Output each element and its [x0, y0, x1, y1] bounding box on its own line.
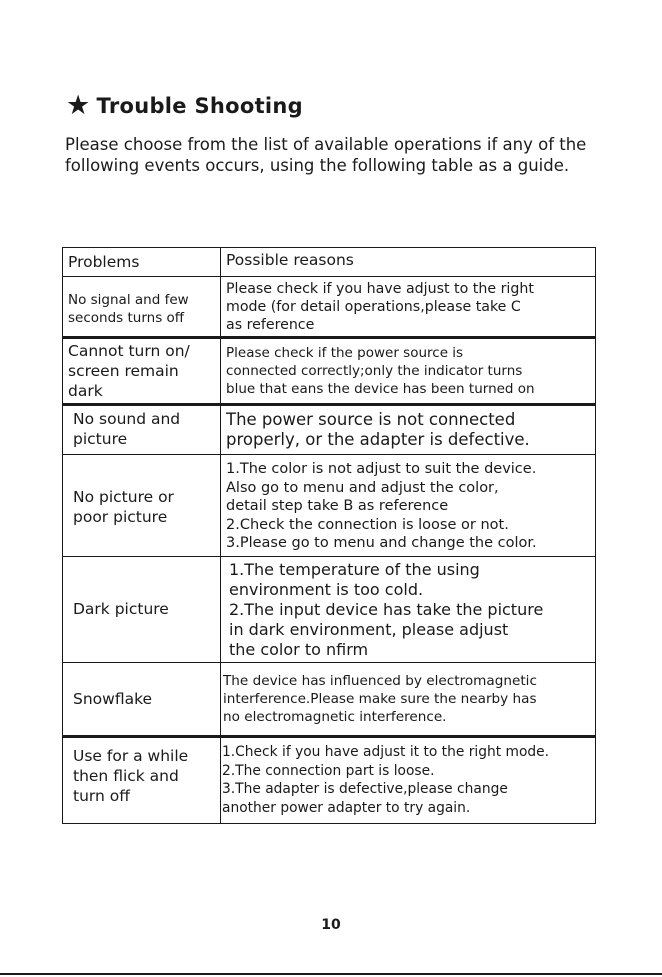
- problem-cell: No picture or poor picture: [73, 488, 174, 526]
- header-problems: Problems: [68, 253, 140, 271]
- reason-cell: 1.The temperature of the using environment is too cold. 2.The input device has take the picture in dark environment, please adjust the color to nfirm: [229, 560, 544, 659]
- table-row: [63, 663, 596, 737]
- bottom-divider: [0, 973, 662, 975]
- problem-cell: Snowflake: [73, 690, 153, 708]
- table-row: [63, 737, 596, 824]
- page-number: 10: [321, 917, 341, 933]
- reason-cell: The power source is not connected properly, or the adapter is defective.: [226, 410, 530, 449]
- problem-cell: Dark picture: [73, 600, 169, 618]
- intro-paragraph: Please choose from the list of available operations if any of the following events occurs, using the following table as a guide.: [65, 135, 587, 175]
- star-icon: ★: [66, 90, 91, 121]
- problem-cell: Cannot turn on/ screen remain dark: [68, 342, 190, 400]
- problem-cell: No signal and few seconds turns off: [68, 292, 189, 326]
- table-row: [63, 338, 596, 405]
- reason-cell: 1.The color is not adjust to suit the device. Also go to menu and adjust the color, detail step take B as reference 2.Check the connection is loose or not. 3.Please go to menu and change the color.: [226, 461, 537, 551]
- problem-cell: No sound and picture: [73, 410, 181, 448]
- page-title: [66, 92, 303, 119]
- reason-cell: Please check if the power source is connected correctly;only the indicator turns blue that eans the device has been turned on: [226, 345, 535, 397]
- reason-cell: Please check if you have adjust to the right mode (for detail operations,please take C as reference: [226, 281, 534, 333]
- table-row: [63, 277, 596, 338]
- problem-cell: Use for a while then flick and turn off: [73, 747, 189, 805]
- table-row: [63, 557, 596, 663]
- trouble-shooting-table: [62, 247, 596, 824]
- table-row: [63, 405, 596, 455]
- table-header-row: [63, 248, 596, 277]
- reason-cell: The device has influenced by electromagnetic interference.Please make sure the nearby has no electromagnetic interference.: [223, 673, 537, 725]
- reason-cell: 1.Check if you have adjust it to the right mode. 2.The connection part is loose. 3.The adapter is defective,please change another power adapter to try again.: [222, 744, 550, 816]
- page-title-text: Trouble Shooting: [96, 93, 303, 118]
- header-reasons: Possible reasons: [226, 251, 354, 269]
- table-row: [63, 455, 596, 557]
